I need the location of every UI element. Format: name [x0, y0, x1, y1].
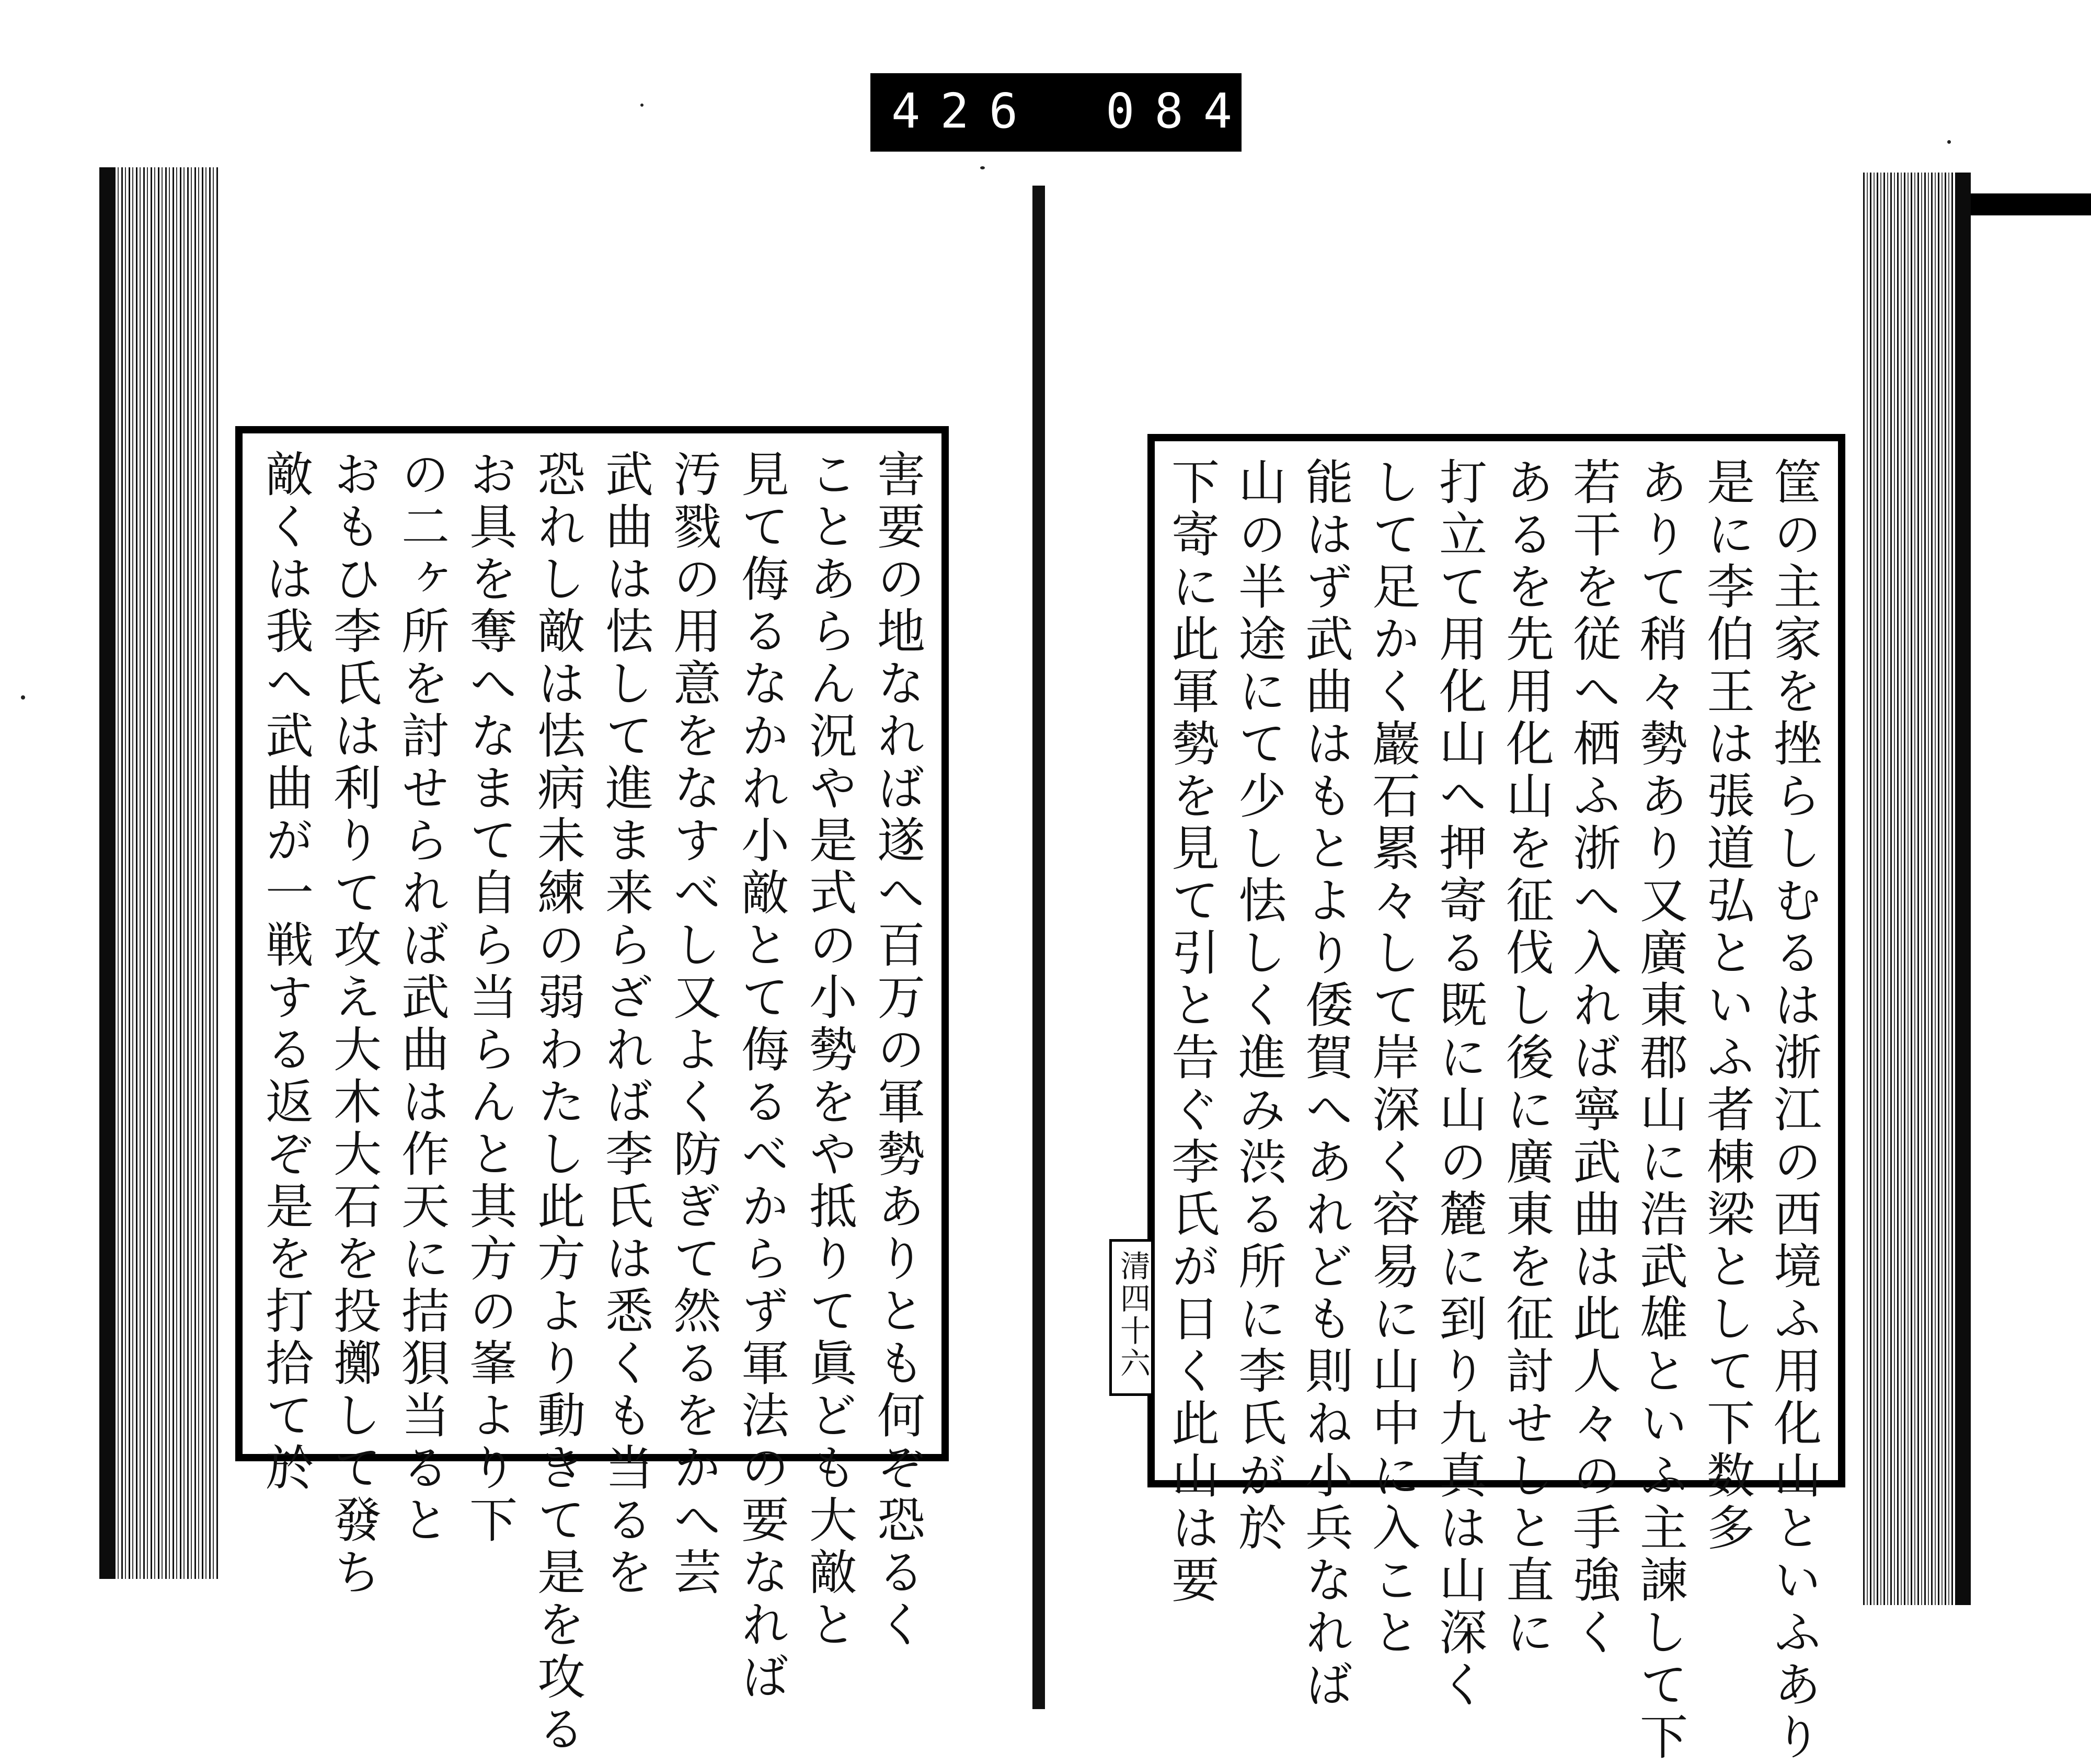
right-text-column: 若干を従へ栖ふ浙へ入れば寧武曲は此人々の手強く	[1565, 457, 1621, 1659]
page-number-tab	[1109, 1239, 1154, 1396]
right-page-text-block	[1147, 434, 1845, 1764]
left-text-column: 汚戮の用意をなすべし又よく防ぎて然るをかへ芸	[665, 449, 721, 1599]
left-text-column: お具を奪へなまて自ら当らんと其方の峯より下	[462, 449, 518, 1547]
scan-speck	[640, 104, 644, 107]
frame-number-left: 426	[891, 83, 1038, 139]
left-text-column: 恐れし敵は怯病未練の弱わたし此方より動きて是を攻る	[530, 449, 585, 1756]
right-text-column: 能はず武曲はもとより倭賀へあれども則ね小兵なれば	[1297, 457, 1353, 1712]
right-text-column: 打立て用化山へ押寄る既に山の麓に到り九真は山深く	[1431, 457, 1487, 1712]
book-spine	[1032, 186, 1045, 1709]
left-text-column: ことあらん況や是式の小勢をや抵りて眞ども大敵と	[801, 449, 857, 1652]
right-text-column: 是に李伯王は張道弘といふ者棟梁として下数多	[1699, 457, 1755, 1555]
left-text-column: 見て侮るなかれ小敵とて侮るべからず軍法の要なれば	[733, 449, 789, 1704]
left-page-edge-shadow	[99, 167, 115, 1579]
frame-number-right: 084	[1106, 83, 1253, 139]
right-page-edge	[1861, 173, 1971, 1605]
left-text-column: の二ヶ所を討せられば武曲は作天に拮狽当ると	[394, 449, 450, 1547]
left-page-text-block	[235, 426, 949, 1756]
left-page-edge	[99, 167, 220, 1579]
right-text-column: あるを先用化山を征伐し後に廣東を征討せしと直に	[1498, 457, 1554, 1659]
right-text-column: して足かく巖石累々して岸深く容易に山中に入こと	[1364, 457, 1420, 1659]
right-text-column: 筐の主家を挫らしむるは浙江の西境ふ用化山といふあり	[1766, 457, 1822, 1764]
right-text-column: 山の半途にて少し怯しく進み渋る所に李氏が於	[1231, 457, 1286, 1555]
left-text-column: おもひ李氏は利りて攻え大木大石を投擲して發ち	[326, 449, 382, 1599]
left-text-column: 害要の地なれば遂へ百万の軍勢ありとも何ぞ恐るく	[869, 449, 925, 1652]
scan-speck	[1947, 140, 1951, 144]
page-number: 清四十六	[1115, 1250, 1151, 1380]
right-text-column: ありて稍々勢あり又廣東郡山に浩武雄といふ主諫して下	[1632, 457, 1688, 1764]
left-text-column: 敵くは我へ武曲が一戦する返ぞ是を打拾て於	[258, 449, 314, 1495]
left-text-column: 武曲は怯して進ま来らざれば李氏は悉くも当るを	[598, 449, 653, 1599]
frame-label	[870, 73, 1253, 152]
right-bookmark-tab	[1971, 193, 2091, 215]
right-page-edge-shadow	[1955, 173, 1971, 1605]
scan-speck	[980, 166, 985, 169]
right-text-column: 下寄に此軍勢を見て引と告ぐ李氏が日く此山は要	[1164, 457, 1220, 1607]
scan-speck	[21, 695, 25, 700]
